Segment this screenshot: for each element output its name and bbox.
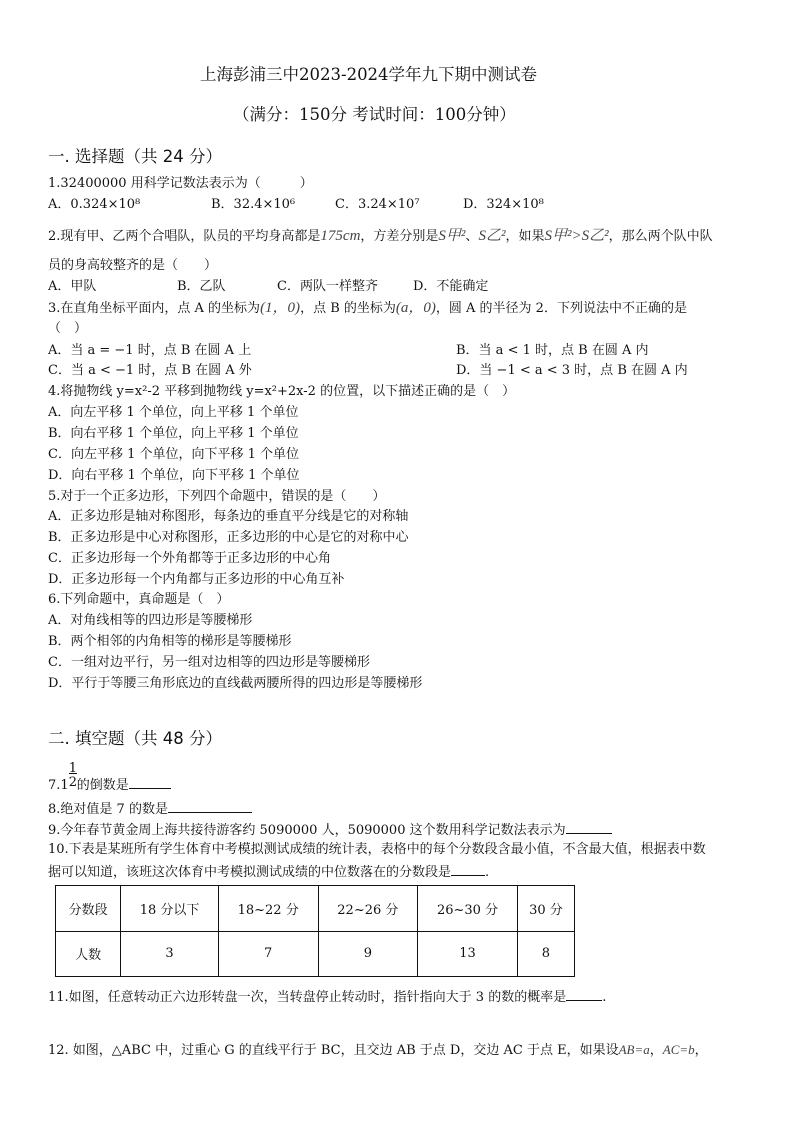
option-d: D．324×10⁸ [463,197,544,212]
table-header-cell: 22~26 分 [318,886,418,932]
option-b: B．乙队 [177,279,226,294]
option-b: B．向右平移 1 个单位，向上平移 1 个单位 [48,426,299,441]
option-d: D．平行于等腰三角形底边的直线截两腰所得的四边形是等腰梯形 [48,676,423,691]
option-c: C．一组对边平行，另一组对边相等的四边形是等腰梯形 [48,655,370,670]
option-a: A．甲队 [48,279,97,294]
fraction-bar [69,773,77,774]
stem-text: ，如果 [505,229,545,244]
question-stem [48,761,171,794]
table-cell: 13 [418,931,518,977]
formula-vector-a: AB=a [618,1042,650,1057]
fraction-numerator: 1 [68,761,77,776]
table-header-cell: 18~22 分 [218,886,318,932]
option-c: C．向左平移 1 个单位，向下平移 1 个单位 [48,447,300,462]
stem-text: 据可以知道，该班这次体育中考模拟测试成绩的中位数落在的分数段是 [48,865,452,880]
formula-point-a: (1，0) [260,300,301,316]
formula-height: 175cm [320,228,361,244]
table-row [56,931,575,977]
table-cell: 3 [121,931,218,977]
answer-blank[interactable] [168,800,252,813]
question-stem: 10.下表是某班所有学生体育中考模拟测试成绩的统计表，表格中的每个分数段含最小值，不含最大值，根据表中数 [48,842,706,857]
option-a: A．对角线相等的四边形是等腰梯形 [48,613,253,628]
option-a: A．正多边形是轴对称图形，每条边的垂直平分线是它的对称轴 [48,509,409,524]
table-cell: 9 [318,931,418,977]
option-d: D．正多边形每一个内角都与正多边形的中心角互补 [48,572,345,587]
question-stem: 11.如图，任意转动正六边形转盘一次，当转盘停止转动时，指针指向大于 3 的数的概率是 . [48,990,607,1005]
question-stem: 1.32400000 用科学记数法表示为（ ） [48,176,313,191]
table-cell: 8 [517,931,574,977]
table-header-cell: 30 分 [517,886,574,932]
table-row [56,886,575,932]
option-b: B．32.4×10⁶ [211,197,296,212]
formula-variance-2: S乙² [478,228,506,244]
question-stem [48,821,612,839]
option-c: C．两队一样整齐 [277,279,378,294]
question-stem: 6.下列命题中，真命题是（ ） [48,592,230,607]
section-heading: 二. 填空题（共 48 分） [48,729,222,748]
stem-text: ，方差分别是 [360,229,439,244]
stem-text: 8.绝对值是 7 的数是 [48,802,168,817]
question-stem [48,228,713,245]
table-row-label: 人数 [56,931,121,977]
option-b: B．正多边形是中心对称图形，正多边形的中心是它的对称中心 [48,530,409,545]
fraction-denominator: 2 [68,775,77,790]
question-stem: 12. 如图，△ABC 中，过重心 G 的直线平行于 BC，且交边 AB 于点 D，交边 AC 于点 E，如果设AB=a，AC=b， [48,1042,708,1058]
stem-text: 3.在直角坐标平面内，点 A 的坐标为 [48,301,261,316]
option-d: D．当 −1 < a < 3 时，点 B 在圆 A 内 [456,363,688,378]
question-stem-continued: 据可以知道，该班这次体育中考模拟测试成绩的中位数落在的分数段是 . [48,865,490,880]
question-stem [48,800,252,818]
exam-title: 上海彭浦三中2023-2024学年九下期中测试卷 [200,65,538,84]
stem-text: 12. 如图，△ABC 中，过重心 G 的直线平行于 BC，且交边 AB 于点 D，交边 AC 于点 E，如果设 [48,1043,619,1058]
separator: 、 [465,229,479,244]
score-table [55,885,575,977]
fraction [68,761,77,790]
question-stem: 4.将抛物线 y=x²-2 平移到抛物线 y=x²+2x-2 的位置，以下描述正确的是（ ） [48,384,516,399]
table-header-cell: 26~30 分 [418,886,518,932]
stem-text: ，圆 A 的半径为 2．下列说法中不正确的是 [435,301,687,316]
option-c: C．3.24×10⁷ [335,197,420,212]
answer-blank[interactable] [566,988,602,1001]
stem-text: ，点 B 的坐标为 [300,301,396,316]
option-d: D．不能确定 [413,279,489,294]
question-stem-continued: （ ） [48,321,88,336]
option-a: A．向左平移 1 个单位，向上平移 1 个单位 [48,405,299,420]
stem-text: 的倒数是 [76,778,129,793]
question-stem: 5.对于一个正多边形，下列四个命题中，错误的是（ ） [48,489,386,504]
formula-vector-b: AC=b [662,1042,695,1057]
stem-text: 9.今年春节黄金周上海共接待游客约 5090000 人，5090000 这个数用科学记数法表示为 [48,823,566,838]
answer-blank[interactable] [566,821,612,834]
option-a: A．当 a = −1 时，点 B 在圆 A 上 [48,343,252,358]
option-c: C．当 a < −1 时，点 B 在圆 A 外 [48,363,252,378]
exam-subtitle: （满分：150分 考试时间：100分钟） [233,105,516,124]
answer-blank[interactable] [129,776,171,789]
option-a: A．0.324×10⁸ [48,197,141,212]
table-header-cell: 分数段 [56,886,121,932]
option-b: B．两个相邻的内角相等的梯形是等腰梯形 [48,634,292,649]
answer-blank[interactable] [451,863,485,876]
table-header-cell: 18 分以下 [121,886,218,932]
option-c: C．正多边形每一个外角都等于正多边形的中心角 [48,551,331,566]
question-stem [48,300,687,317]
section-heading: 一. 选择题（共 24 分） [48,147,222,166]
stem-text: 7.1 [48,778,69,793]
option-d: D．向右平移 1 个单位，向下平移 1 个单位 [48,468,300,483]
option-b: B．当 a < 1 时，点 B 在圆 A 内 [456,343,649,358]
stem-text: 11.如图，任意转动正六边形转盘一次，当转盘停止转动时，指针指向大于 3 的数的概率是 [48,990,567,1005]
table-cell: 7 [218,931,318,977]
stem-text: 2.现有甲、乙两个合唱队，队员的平均身高都是 [48,229,321,244]
formula-condition: S甲²>S乙² [544,228,609,244]
formula-variance-1: S甲² [438,228,466,244]
question-stem-continued: 员的身高较整齐的是（ ） [48,258,218,273]
formula-point-b: (a，0) [395,300,436,316]
stem-text: ，那么两个队中队 [608,229,713,244]
